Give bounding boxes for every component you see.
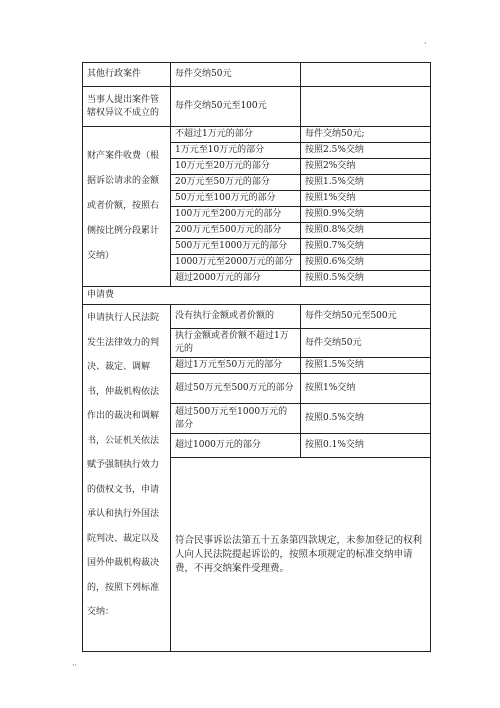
property-label: 财产案件收费（根据诉讼请求的金额或者价额，按照右侧按比例分段累计交纳）: [83, 127, 171, 287]
tier-range: 超过1万元至50万元的部分: [171, 358, 301, 374]
execution-note: 符合民事诉讼法第五十五条第四款规定，未参加登记的权利人向人民法院提起诉讼的，按照本项规定的标准交纳申请费，不再交纳案件受理费。: [171, 458, 431, 652]
tier-range: 超过500万元至1000万元的部分: [171, 404, 301, 434]
row-label: 其他行政案件: [83, 63, 171, 87]
tier-fee: 每件交纳50元;: [301, 127, 431, 143]
tier-fee: 按照0.9%交纳: [301, 207, 431, 223]
tier-range: 20万元至50万元的部分: [171, 175, 301, 191]
tier-fee: 按照0.7%交纳: [301, 239, 431, 255]
table-row: [83, 87, 431, 127]
tier-range: 执行金额或者价额不超过1万元的: [171, 329, 301, 358]
tier-fee: 按照1.5%交纳: [301, 358, 431, 374]
top-mark: ·: [424, 39, 427, 48]
tier-range: 不超过1万元的部分: [171, 127, 301, 143]
tier-fee: 按照0.5%交纳: [301, 404, 431, 434]
tier-fee: 按照0.6%交纳: [301, 255, 431, 271]
tier-range: 没有执行金额或者价额的: [171, 305, 301, 329]
tier-fee: 按照0.1%交纳: [301, 434, 431, 458]
table-row: [83, 305, 431, 329]
row-fee: 每件交纳50元至100元: [171, 87, 301, 127]
table-row: [83, 63, 431, 87]
fee-table: [82, 62, 431, 652]
row-empty: [301, 63, 431, 87]
tier-range: 超过50万元至500万元的部分: [171, 374, 301, 404]
bottom-mark: ··: [72, 661, 78, 670]
execution-label: 申请执行人民法院发生法律效力的判决、裁定、调解书，仲裁机构依法作出的裁决和调解书，公证机关依法赋予强制执行效力的债权文书，申请承认和执行外国法院判决、裁定以及国外仲裁机构裁决的，按照下列标准交纳：: [83, 305, 171, 652]
tier-range: 500万元至1000万元的部分: [171, 239, 301, 255]
tier-fee: 每件交纳50元至500元: [301, 305, 431, 329]
tier-fee: 按照0.8%交纳: [301, 223, 431, 239]
tier-range: 超过2000万元的部分: [171, 271, 301, 287]
tier-range: 200万元至500万元的部分: [171, 223, 301, 239]
tier-fee: 每件交纳50元: [301, 329, 431, 358]
tier-range: 50万元至100万元的部分: [171, 191, 301, 207]
tier-range: 超过1000万元的部分: [171, 434, 301, 458]
tier-fee: 按照1%交纳: [301, 191, 431, 207]
application-fee-header: 申请费: [83, 287, 431, 305]
tier-range: 1000万元至2000万元的部分: [171, 255, 301, 271]
tier-fee: 按照0.5%交纳: [301, 271, 431, 287]
table-row: [83, 287, 431, 305]
tier-range: 1万元至10万元的部分: [171, 143, 301, 159]
tier-fee: 按照1.5%交纳: [301, 175, 431, 191]
tier-fee: 按照1%交纳: [301, 374, 431, 404]
row-label: 当事人提出案件管辖权异议不成立的: [83, 87, 171, 127]
tier-fee: 按照2%交纳: [301, 159, 431, 175]
row-empty: [301, 87, 431, 127]
row-fee: 每件交纳50元: [171, 63, 301, 87]
tier-range: 10万元至20万元的部分: [171, 159, 301, 175]
table-row: [83, 127, 431, 143]
tier-fee: 按照2.5%交纳: [301, 143, 431, 159]
tier-range: 100万元至200万元的部分: [171, 207, 301, 223]
